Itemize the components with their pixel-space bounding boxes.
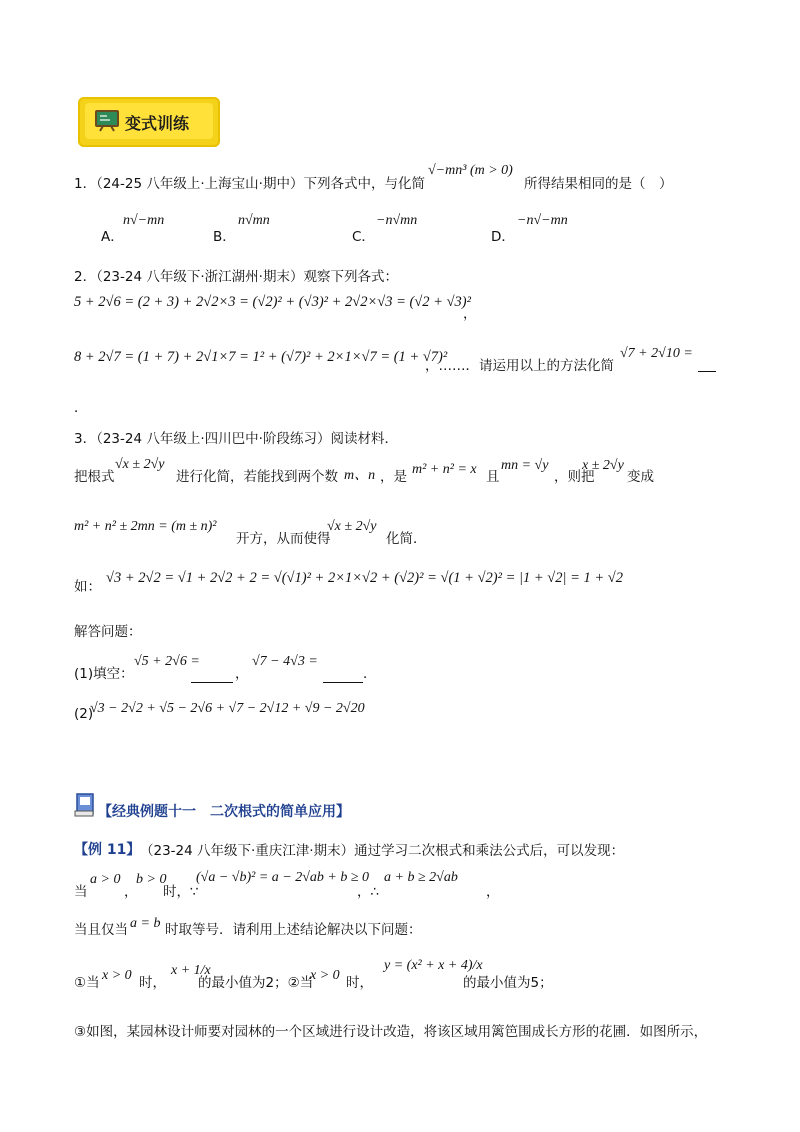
- ex11-l1-a: 当: [74, 884, 88, 900]
- ex11-l3-f: 的最小值为5；: [463, 975, 553, 991]
- q3-p1-expr1: √x ± 2√y: [115, 457, 165, 472]
- q3-p1-expr2: m² + n² = x: [412, 462, 477, 477]
- q2-line1-tail: ，: [463, 306, 477, 322]
- q3-sub1-label: (1)填空：: [74, 666, 134, 682]
- q3-example-expr: √3 + 2√2 = √1 + 2√2 + 2 = √(√1)² + 2×1×√2 + (√2)² = √(1 + √2)² = |1 + √2| = 1 + √2: [106, 570, 624, 586]
- q3-p1-a: 把根式: [74, 469, 115, 485]
- q1-option-d-label: D．: [491, 229, 515, 245]
- q3-sub2-expr: √3 − 2√2 + √5 − 2√6 + √7 − 2√12 + √9 − 2√20: [90, 701, 365, 716]
- example-tag: 【例 11】: [74, 842, 141, 858]
- ex11-l3-e1: x > 0: [102, 968, 132, 983]
- q3-p1-expr3: mn = √y: [501, 458, 549, 473]
- q3-sub1-mid: ，: [235, 666, 249, 682]
- q1-text: 1．（24-25 八年级上·上海宝山·期中）下列各式中，与化简: [74, 176, 425, 192]
- q3-text: 3．（23-24 八年级上·四川巴中·阶段练习）阅读材料．: [74, 431, 398, 447]
- q1-option-c-expr: −n√mn: [376, 213, 418, 228]
- ex11-l1-e1: a > 0: [90, 872, 121, 887]
- q3-p1-d: 且: [486, 469, 500, 485]
- q3-sub1-expr1: √5 + 2√6 =: [134, 654, 200, 669]
- ex11-l2-e: a = b: [130, 916, 161, 931]
- ex11-l3-b: 时，: [139, 975, 166, 991]
- q3-p2-b: 化简．: [386, 531, 427, 547]
- q3-sub1-expr2: √7 − 4√3 =: [252, 654, 318, 669]
- q3-p2-expr: m² + n² ± 2mn = (m ± n)²: [74, 519, 217, 534]
- ex11-l3-e3: x > 0: [310, 968, 340, 983]
- ex11-l1-c: 时，∵: [163, 884, 199, 900]
- q3-p1-vars: m、n: [344, 468, 376, 483]
- q3-answer-label: 解答问题：: [74, 624, 142, 640]
- q1-option-a-label: A．: [101, 229, 124, 245]
- q3-p1-f: 变成: [627, 469, 654, 485]
- ex11-l1-f: ，: [486, 884, 500, 900]
- q2-text: 2．（23-24 八年级下·浙江湖州·期末）观察下列各式：: [74, 269, 398, 285]
- q2-line1: 5 + 2√6 = (2 + 3) + 2√2×3 = (√2)² + (√3)² + 2√2×√3 = (√2 + √3)²: [74, 294, 471, 310]
- ex11-l3-e2: x + 1/x: [171, 963, 211, 978]
- badge-title: 变式训练: [125, 114, 190, 133]
- ex11-l2-b: 时取等号．请利用上述结论解决以下问题：: [165, 922, 422, 938]
- ex11-l3-c: 的最小值为2；②当: [198, 975, 314, 991]
- ex11-l1-e2: b > 0: [136, 872, 167, 887]
- ex11-l1-d: ，∴: [357, 884, 380, 900]
- q1-tail: 所得结果相同的是（ ）: [524, 176, 673, 192]
- q3-p2-a: 开方，从而使得: [236, 531, 331, 547]
- ex11-l3-d: 时，: [346, 975, 373, 991]
- q3-p2-expr2: √x ± 2√y: [327, 519, 377, 534]
- q2-end: ．: [74, 400, 88, 416]
- ex11-l4: ③如图，某园林设计师要对园林的一个区域进行设计改造，将该区域用篱笆围成长方形的花圃．如图所示，: [74, 1024, 708, 1040]
- ex11-l3-e4: y = (x² + x + 4)/x: [384, 958, 483, 973]
- q3-sub1-end: ．: [363, 666, 377, 682]
- q3-sub1-blank1: [191, 668, 233, 683]
- q3-p1-b: 进行化简，若能找到两个数: [176, 469, 338, 485]
- ex11-l3-a: ①当: [74, 975, 100, 991]
- example-text: （23-24 八年级下·重庆江津·期末）通过学习二次根式和乘法公式后，可以发现：: [140, 843, 625, 859]
- ex11-l1-b: ，: [124, 884, 138, 900]
- q1-option-c-label: C．: [352, 229, 375, 245]
- q3-example-label: 如：: [74, 579, 101, 595]
- q2-line2: 8 + 2√7 = (1 + 7) + 2√1×7 = 1² + (√7)² + 2×1×√7 = (1 + √7)²: [74, 349, 448, 365]
- q1-expr: √−mn³ (m > 0): [428, 163, 513, 178]
- q1-option-b-expr: n√mn: [238, 213, 270, 228]
- badge-inner: [85, 103, 213, 139]
- blackboard-icon: [95, 110, 119, 132]
- q3-p1-c: ，是: [380, 469, 407, 485]
- q3-p1-e: ，则把: [554, 469, 595, 485]
- q2-line2-tail: ，……．请运用以上的方法化简: [425, 358, 614, 374]
- q1-option-a-expr: n√−mn: [123, 213, 165, 228]
- ex11-l2-a: 当且仅当: [74, 922, 128, 938]
- section-title: 【经典例题十一 二次根式的简单应用】: [98, 804, 350, 820]
- ex11-l1-e4: a + b ≥ 2√ab: [384, 870, 458, 885]
- q3-p1-expr4: x ± 2√y: [582, 458, 624, 473]
- ex11-l1-e3: (√a − √b)² = a − 2√ab + b ≥ 0: [196, 870, 370, 885]
- q1-option-d-expr: −n√−mn: [517, 213, 568, 228]
- q1-option-b-label: B．: [213, 229, 236, 245]
- q3-sub1-blank2: [323, 668, 363, 683]
- q2-answer-blank: [698, 357, 716, 372]
- book-icon: [74, 792, 96, 818]
- section-badge: [78, 97, 220, 147]
- q2-line2-expr: √7 + 2√10 =: [620, 346, 693, 361]
- q3-sub2-label: (2): [74, 706, 94, 722]
